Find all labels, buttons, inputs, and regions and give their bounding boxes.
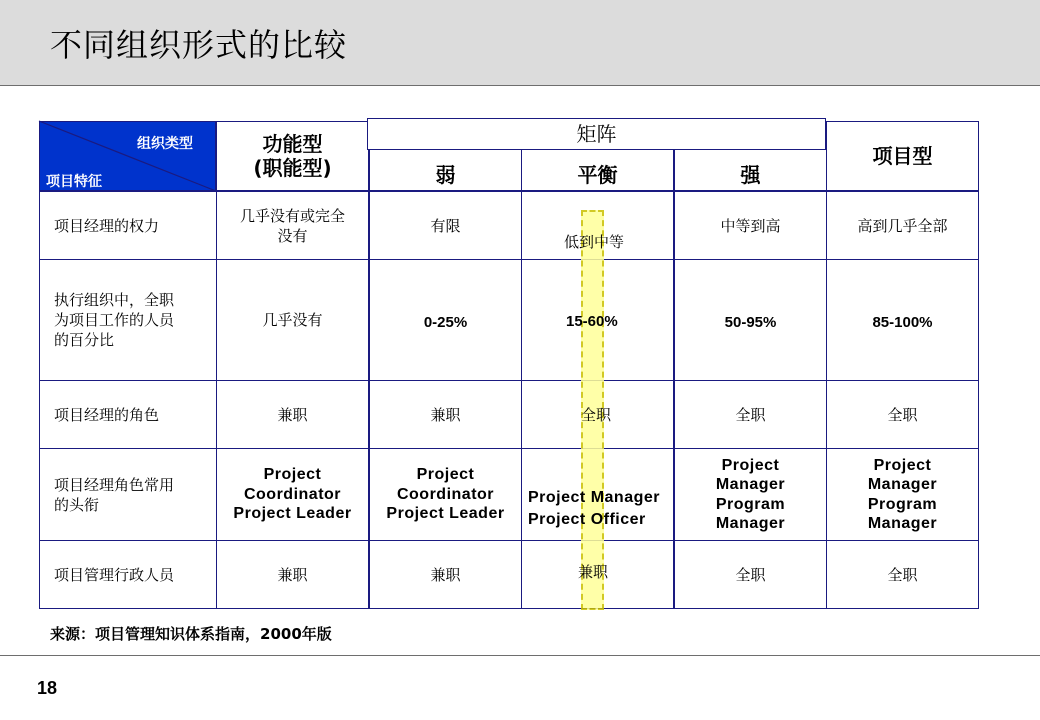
row-authority-projectized: 高到几乎全部: [826, 191, 979, 260]
row-admin-functional: 兼职: [216, 540, 369, 609]
row-percent-label-line1: 执行组织中，全职: [54, 291, 175, 309]
row-title-functional-line1: Project: [263, 466, 322, 484]
row-title-label: [39, 448, 217, 541]
page-number: 18: [37, 678, 58, 698]
row-authority-functional-line2: 没有: [277, 226, 308, 245]
row-percent-strong: 50-95%: [674, 259, 827, 381]
row-title-label-line2: 的头衔: [54, 495, 100, 514]
row-title-projectized-line3: Program: [867, 495, 938, 513]
corner-bottom-label: 项目特征: [46, 174, 102, 190]
row-title-strong-line4: Manager: [715, 515, 786, 532]
row-authority-label: 项目经理的权力: [39, 191, 217, 260]
row-percent-projectized: 85-100%: [826, 259, 979, 381]
row-authority-strong: 中等到高: [674, 191, 827, 260]
row-title-label-line1: 项目经理角色常用: [54, 475, 175, 494]
row-authority-weak: 有限: [369, 191, 522, 260]
row-title-weak-line3: Project Leader: [386, 505, 505, 523]
row-role-projectized: 全职: [826, 380, 979, 449]
source-note: 来源：项目管理知识体系指南，2000年版: [50, 625, 332, 643]
row-role-functional: 兼职: [216, 380, 369, 449]
row-percent-functional: 几乎没有: [216, 259, 369, 381]
row-title-strong-line1: Project: [721, 456, 780, 474]
corner-top-label: 组织类型: [137, 136, 193, 152]
row-title-projectized-line1: Project: [873, 456, 932, 474]
footer-divider: [0, 655, 1040, 656]
row-title-balanced-line1: Project Manager: [528, 489, 660, 506]
row-admin-weak: 兼职: [369, 540, 522, 609]
row-title-weak: [369, 448, 522, 541]
row-percent-label-line2: 为项目工作的人员: [54, 311, 175, 329]
row-admin-projectized: 全职: [826, 540, 979, 609]
row-admin-balanced-text: 兼职: [578, 563, 609, 581]
row-title-strong-line3: Program: [715, 495, 786, 513]
header-strong: 强: [674, 149, 827, 191]
row-admin-strong: 全职: [674, 540, 827, 609]
row-role-strong: 全职: [674, 380, 827, 449]
header-functional: [216, 121, 369, 191]
row-authority-functional: [216, 191, 369, 260]
row-role-label: 项目经理的角色: [39, 380, 217, 449]
row-title-projectized-line2: Manager: [867, 476, 938, 493]
row-title-functional-line2: Coordinator: [243, 485, 342, 503]
row-role-weak: 兼职: [369, 380, 522, 449]
header-projectized: 项目型: [826, 121, 979, 191]
header-balanced: 平衡: [521, 149, 674, 191]
row-title-weak-line2: Coordinator: [396, 485, 495, 503]
row-authority-functional-line1: 几乎没有或完全: [239, 206, 345, 225]
row-title-weak-line1: Project: [416, 466, 475, 484]
row-percent-label-line3: 的百分比: [54, 331, 115, 349]
row-title-functional-line3: Project Leader: [233, 505, 352, 523]
header-weak: 弱: [369, 149, 522, 191]
row-role-balanced-text: 全职: [581, 406, 612, 424]
row-authority-balanced-text: 低到中等: [564, 233, 625, 251]
row-percent-weak: 0-25%: [369, 259, 522, 381]
header-functional-line2: (职能型): [253, 156, 332, 180]
title-bar: [0, 0, 1040, 86]
row-title-projectized-line4: Manager: [867, 515, 938, 532]
row-title-functional: [216, 448, 369, 541]
slide-title: 不同组织形式的比较: [50, 26, 348, 64]
row-title-strong: [674, 448, 827, 541]
row-percent-balanced-text: 15-60%: [566, 313, 618, 330]
row-title-balanced-line2: Project Officer: [528, 511, 646, 528]
row-admin-label: 项目管理行政人员: [39, 540, 217, 609]
row-title-strong-line2: Manager: [715, 476, 786, 493]
row-percent-label: [39, 259, 217, 381]
header-matrix: 矩阵: [367, 118, 826, 150]
header-functional-line1: 功能型: [262, 132, 323, 156]
row-title-projectized: [826, 448, 979, 541]
